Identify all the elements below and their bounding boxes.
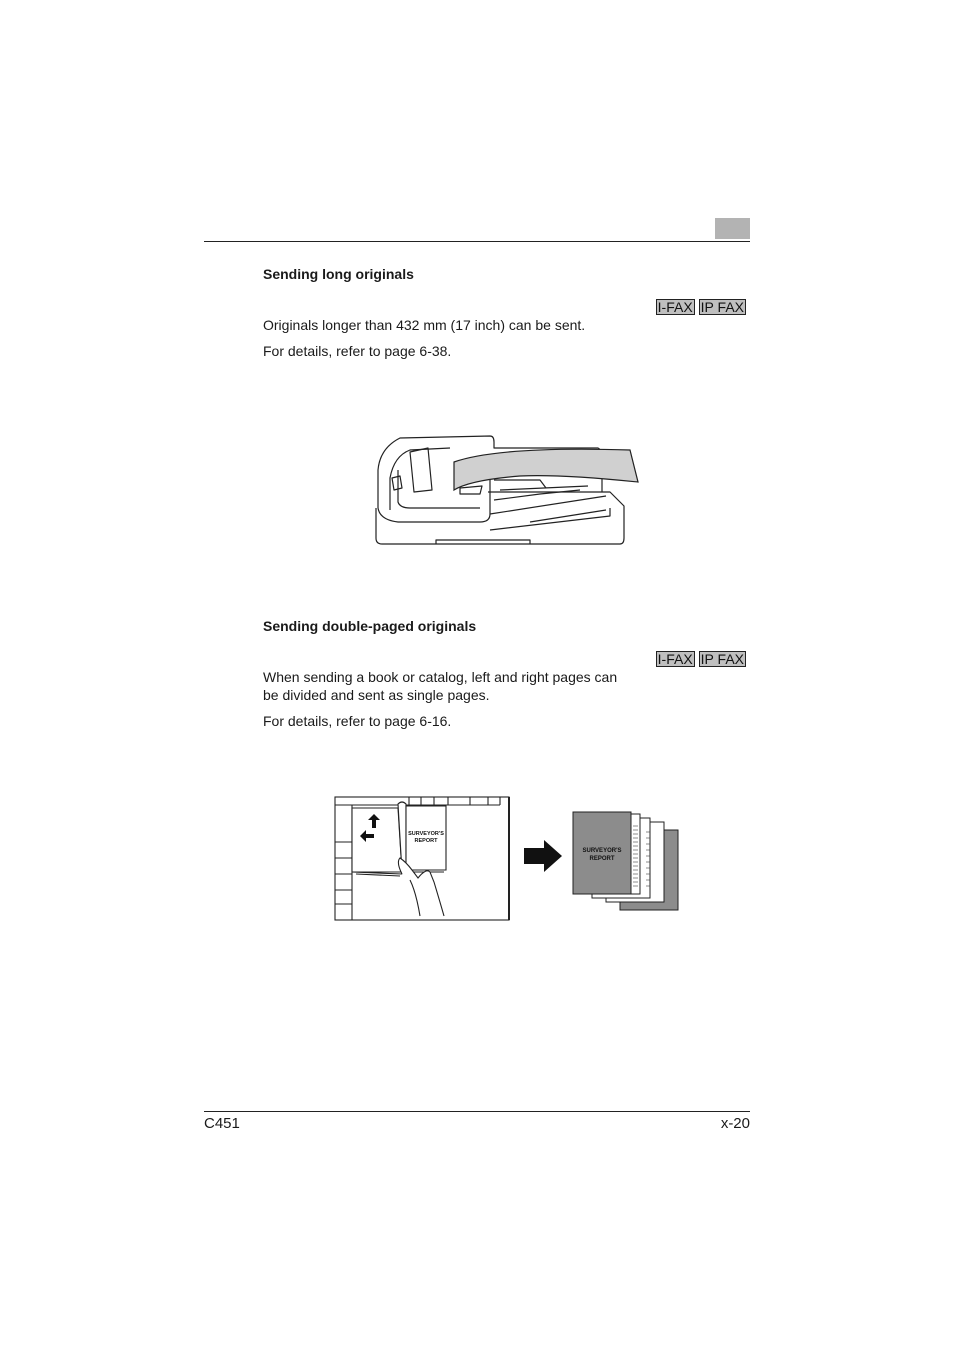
- ipfax-badge-2: IP FAX: [700, 651, 744, 667]
- ifax-badge: I-FAX: [657, 299, 693, 315]
- book-label-line2: REPORT: [414, 838, 438, 844]
- footer-page-number: x-20: [720, 1115, 750, 1132]
- double-paged-description-line1: When sending a book or catalog, left and right pages can: [263, 669, 618, 685]
- chapter-tab: [715, 218, 750, 239]
- result-label-line2: REPORT: [589, 856, 615, 862]
- ifax-badge-2: I-FAX: [657, 651, 693, 667]
- footer-model: C451: [204, 1115, 240, 1132]
- arrow-right-icon: [524, 840, 562, 872]
- ipfax-badge: IP FAX: [700, 299, 744, 315]
- double-paged-description-line2: be divided and sent as single pages.: [263, 687, 490, 703]
- book-label-line1: SURVEYOR'S: [408, 831, 444, 837]
- long-originals-reference: For details, refer to page 6-38.: [263, 343, 452, 359]
- header-rule: [204, 241, 750, 242]
- long-originals-description: Originals longer than 432 mm (17 inch) can be sent.: [263, 317, 586, 333]
- footer-rule: [204, 1111, 750, 1112]
- section-heading-long-originals: Sending long originals: [263, 266, 414, 282]
- double-paged-reference: For details, refer to page 6-16.: [263, 713, 452, 729]
- double-paged-illustration: [330, 792, 686, 924]
- section-heading-double-paged: Sending double-paged originals: [263, 618, 477, 634]
- function-badges-1: [656, 299, 746, 315]
- result-label-line1: SURVEYOR'S: [582, 848, 622, 854]
- long-original-feeder-illustration: [370, 430, 642, 550]
- function-badges-2: [656, 651, 746, 667]
